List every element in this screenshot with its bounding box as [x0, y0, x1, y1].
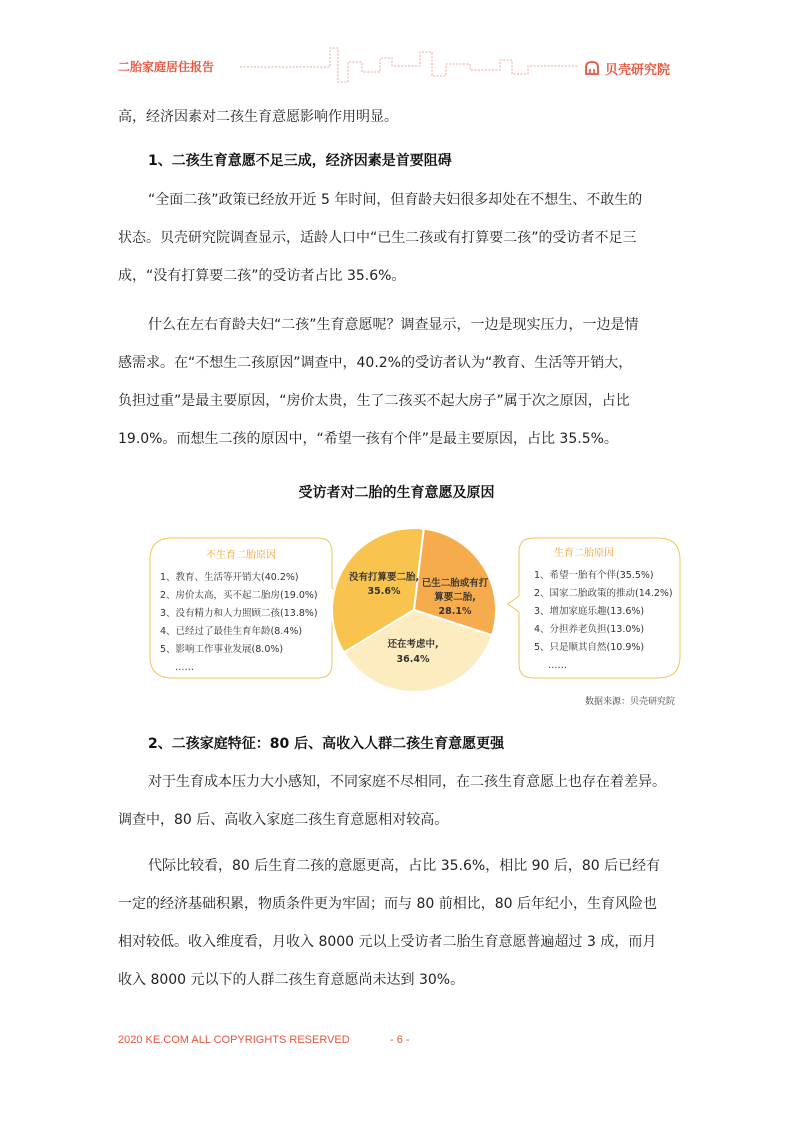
left-box-item: 2、房价太高，买不起二胎房(19.0%): [160, 590, 318, 601]
right-box-item: 1、希望一胎有个伴(35.5%): [534, 570, 654, 581]
pie-label-considering: 还在考虑中,: [387, 639, 439, 650]
header-decoration-line: [0, 0, 793, 90]
right-box-item: 3、增加家庭乐趣(13.6%): [534, 606, 645, 617]
pie-label-have-or-plan-2: 算要二胎,: [434, 592, 476, 603]
text-line: 高，经济因素对二孩生育意愿影响作用明显。: [118, 109, 398, 125]
section2-heading: 2、二孩家庭特征：80 后、高收入人群二孩生育意愿更强: [148, 736, 505, 752]
section1-paragraph-2: [118, 306, 673, 458]
left-box-item: 3、没有精力和人力照顾二孩(13.8%): [160, 608, 318, 619]
page-number: - 6 -: [390, 1034, 410, 1046]
left-box-item: ……: [175, 662, 194, 673]
pie-label-no-plan: 没有打算要二胎,: [348, 572, 420, 583]
text-line: 收入 8000 元以下的人群二孩生育意愿尚未达到 30%。: [118, 972, 465, 988]
data-source-note: 数据来源：贝壳研究院: [585, 697, 676, 707]
text-line: 感需求。在“不想生二孩原因”调查中，40.2%的受访者认为“教育、生活等开销大，: [118, 355, 633, 371]
fertility-intention-chart: [0, 510, 793, 710]
intro-paragraph: [118, 98, 673, 136]
text-line: 什么在左右育龄夫妇“二孩”生育意愿呢？调查显示，一边是现实压力，一边是情: [148, 317, 639, 333]
pie-value-have-or-plan: 28.1%: [438, 606, 472, 617]
text-line: 状态。贝壳研究院调查显示，适龄人口中“已生二孩或有打算要二孩”的受访者不足三: [118, 230, 637, 246]
section2-paragraph-1: [118, 763, 673, 839]
left-box-item: 4、已经过了最佳生育年龄(8.4%): [160, 626, 303, 637]
section2-paragraph-2: [118, 847, 673, 999]
text-line: 代际比较看，80 后生育二孩的意愿更高，占比 35.6%，相比 90 后，80 后已经有: [148, 858, 661, 874]
chart-title: 受访者对二胎的生育意愿及原因: [298, 485, 495, 501]
left-box-item: 1、教育、生活等开销大(40.2%): [160, 572, 299, 583]
section1-paragraph-1: [118, 181, 673, 295]
left-box-title: 不生育二胎原因: [206, 550, 276, 561]
right-box-item: ……: [548, 660, 567, 671]
text-line: 负担过重”是最主要原因，“房价太贵，生了二孩买不起大房子”属于次之原因，占比: [118, 393, 630, 409]
text-line: “全面二孩”政策已经放开近 5 年时间，但育龄夫妇很多却处在不想生、不敢生的: [148, 192, 643, 208]
section1-heading: 1、二孩生育意愿不足三成，经济因素是首要阻碍: [148, 153, 452, 169]
text-line: 对于生育成本压力大小感知，不同家庭不尽相同，在二孩生育意愿上也存在着差异。: [148, 774, 666, 790]
left-box-item: 5、影响工作事业发展(8.0%): [160, 644, 284, 655]
text-line: 相对较低。收入维度看，月收入 8000 元以上受访者二胎生育意愿普遍超过 3 成，而月: [118, 934, 657, 950]
right-box-title: 生育二胎原因: [554, 548, 614, 559]
pie-value-no-plan: 35.6%: [367, 586, 401, 597]
brand-name: 贝壳研究院: [605, 63, 671, 78]
brand-logo: [583, 59, 670, 78]
pie-value-considering: 36.4%: [396, 654, 430, 665]
text-line: 调查中，80 后、高收入家庭二孩生育意愿相对较高。: [118, 812, 449, 828]
right-box-item: 5、只是顺其自然(10.9%): [534, 642, 645, 653]
text-line: 一定的经济基础积累，物质条件更为牢固；而与 80 前相比，80 后年纪小，生育风险也: [118, 896, 657, 912]
right-box-item: 2、国家二胎政策的推动(14.2%): [534, 588, 673, 599]
text-line: 19.0%。而想生二孩的原因中，“希望一孩有个伴”是最主要原因，占比 35.5%。: [118, 431, 618, 447]
text-line: 成，“没有打算要二孩”的受访者占比 35.6%。: [118, 268, 406, 284]
report-title: 二胎家庭居住报告: [118, 60, 215, 74]
right-box-item: 4、分担养老负担(13.0%): [534, 624, 645, 635]
shell-logo-icon: [583, 60, 601, 78]
footer-copyright: 2020 KE.COM ALL COPYRIGHTS RESERVED: [118, 1034, 350, 1046]
pie-label-have-or-plan-1: 已生二胎或有打: [421, 578, 489, 589]
